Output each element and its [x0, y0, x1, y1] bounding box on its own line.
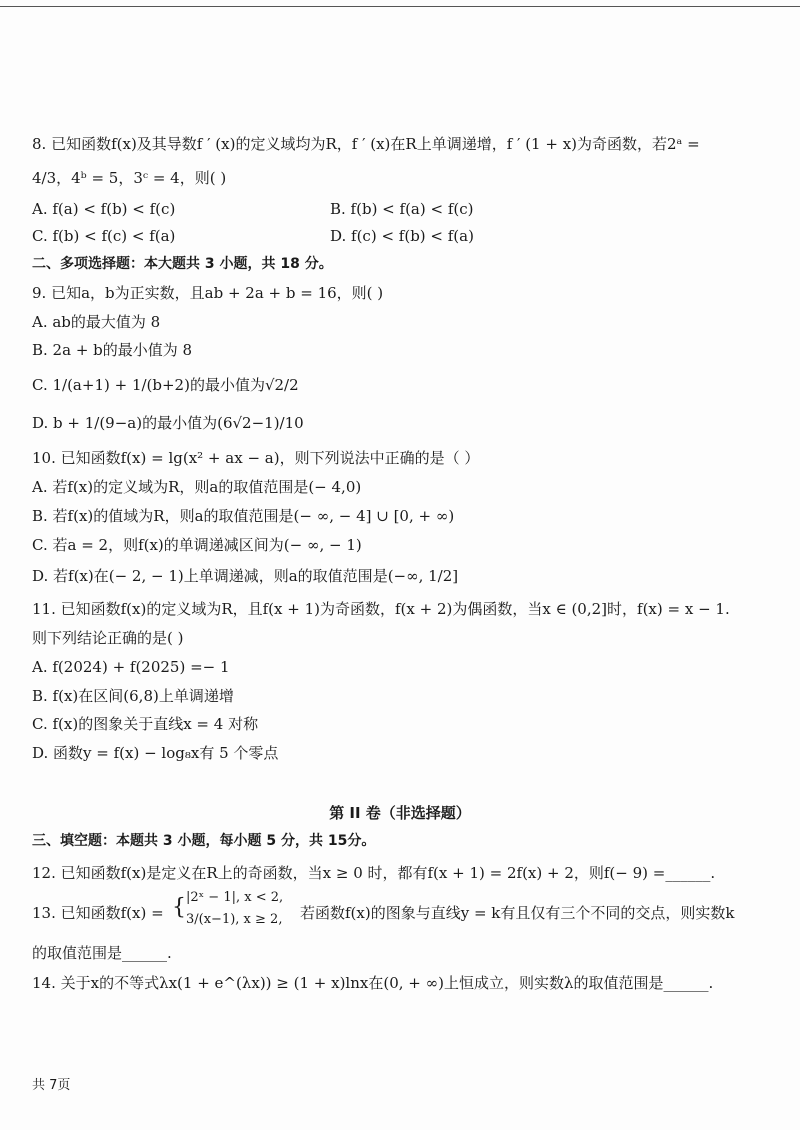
- q13-case-1: |2ˣ − 1|, x < 2,: [186, 890, 284, 905]
- q13-brace: {: [172, 895, 186, 920]
- q11-line1: 11. 已知函数f(x)的定义域为R，且f(x + 1)为奇函数，f(x + 2)为偶函数，当x ∈ (0,2]时，f(x) = x − 1.: [32, 600, 730, 618]
- q11-option-d: D. 函数y = f(x) − log₈x有 5 个零点: [32, 744, 279, 762]
- q10-option-b: B. 若f(x)的值域为R，则a的取值范围是(− ∞, − 4] ∪ [0, + ∞): [32, 507, 455, 525]
- top-rule: [0, 6, 800, 7]
- q8-line1: 8. 已知函数f(x)及其导数f ′ (x)的定义域均为R，f ′ (x)在R上单调递增，f ′ (1 + x)为奇函数，若2ᵃ =: [32, 135, 700, 153]
- q9-option-a: A. ab的最大值为 8: [32, 313, 161, 331]
- q9-option-d: D. b + 1/(9−a)的最小值为(6√2−1)/10: [32, 414, 304, 432]
- section-2-heading: 二、多项选择题：本大题共 3 小题，共 18 分。: [32, 256, 333, 272]
- q12-text: 12. 已知函数f(x)是定义在R上的奇函数，当x ≥ 0 时，都有f(x + 1) = 2f(x) + 2，则f(− 9) =______.: [32, 864, 716, 882]
- q11-line2: 则下列结论正确的是( ): [32, 629, 184, 647]
- q9-option-c: C. 1/(a+1) + 1/(b+2)的最小值为√2/2: [32, 376, 299, 394]
- q10-option-a: A. 若f(x)的定义域为R，则a的取值范围是(− 4,0): [32, 478, 362, 496]
- q13-suffix: 若函数f(x)的图象与直线y = k有且仅有三个不同的交点，则实数k: [300, 904, 735, 922]
- q9-option-b: B. 2a + b的最小值为 8: [32, 341, 193, 359]
- q8-option-a: A. f(a) < f(b) < f(c): [32, 200, 176, 218]
- q9-stem: 9. 已知a，b为正实数，且ab + 2a + b = 16，则( ): [32, 284, 384, 302]
- q14-text: 14. 关于x的不等式λx(1 + e^(λx)) ≥ (1 + x)lnx在(0, + ∞)上恒成立，则实数λ的取值范围是______.: [32, 974, 714, 992]
- q10-stem: 10. 已知函数f(x) = lg(x² + ax − a)，则下列说法中正确的是（ ）: [32, 449, 480, 467]
- q10-option-d: D. 若f(x)在(− 2, − 1)上单调递减，则a的取值范围是(−∞, 1/2]: [32, 567, 459, 585]
- q11-option-a: A. f(2024) + f(2025) =− 1: [32, 658, 230, 676]
- q8-option-b: B. f(b) < f(a) < f(c): [330, 200, 474, 218]
- q8-option-c: C. f(b) < f(c) < f(a): [32, 227, 176, 245]
- section-3-heading: 三、填空题：本题共 3 小题，每小题 5 分，共 15分。: [32, 833, 376, 849]
- part-2-title: 第 II 卷（非选择题）: [329, 804, 471, 822]
- q13-line2: 的取值范围是______.: [32, 944, 172, 962]
- page-footer: 共 7页: [32, 1078, 71, 1093]
- q8-option-d: D. f(c) < f(b) < f(a): [330, 227, 474, 245]
- q10-option-c: C. 若a = 2，则f(x)的单调递减区间为(− ∞, − 1): [32, 536, 362, 554]
- q13-prefix: 13. 已知函数f(x) =: [32, 904, 164, 922]
- q11-option-c: C. f(x)的图象关于直线x = 4 对称: [32, 715, 259, 733]
- q13-case-2: 3/(x−1), x ≥ 2,: [186, 912, 283, 927]
- q8-line2: 4/3，4ᵇ = 5，3ᶜ = 4，则( ): [32, 169, 227, 187]
- q11-option-b: B. f(x)在区间(6,8)上单调递增: [32, 687, 234, 705]
